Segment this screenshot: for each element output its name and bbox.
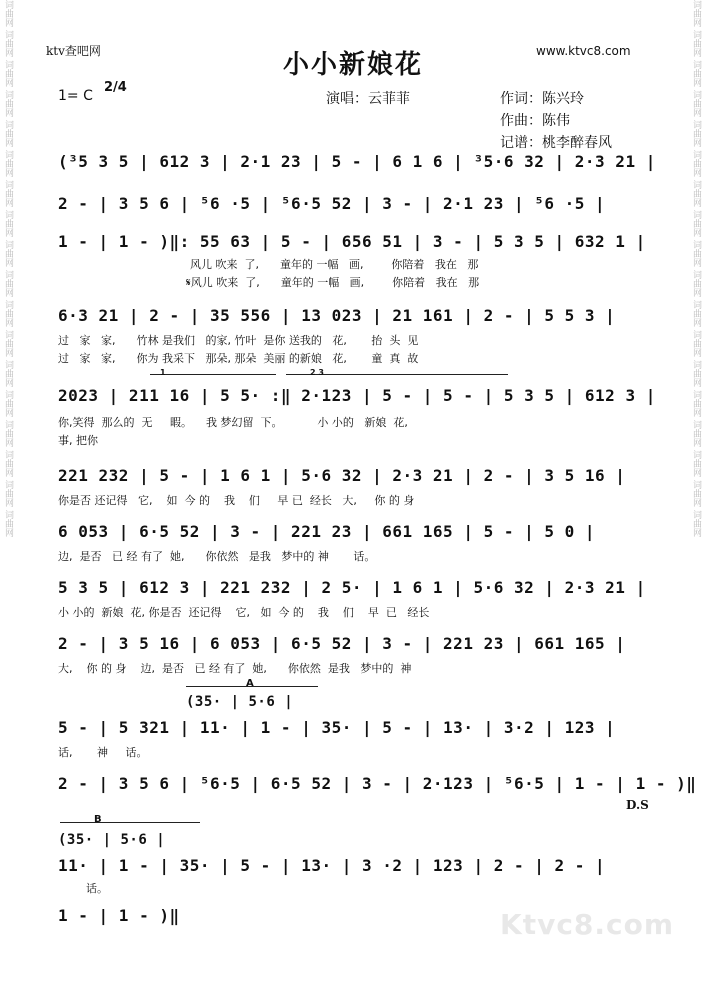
site-url-right: www.ktvc8.com [536, 44, 631, 58]
side-watermark-text: 词曲网 [691, 510, 701, 537]
b-bracket [60, 822, 200, 823]
volta-1-bracket [150, 374, 276, 375]
score-line-8: 5 3 5 | 612 3 | 221 232 | 2 5· | 1 6 1 | 5·6 32 | 2·3 21 | [58, 578, 646, 597]
score-line-12: 11· | 1 - | 35· | 5 - | 13· | 3 ·2 | 123 | 2 - | 2 - | [58, 856, 606, 875]
lyric-line-7: 边, 是否 已 经 有了 她, 你依然 是我 梦中的 神 话。 [58, 550, 376, 563]
side-watermark-text: 词曲网 [691, 210, 701, 237]
side-watermark-text: 词曲网 [691, 150, 701, 177]
side-watermark-text: 词曲网 [3, 240, 13, 267]
side-watermark-text: 词曲网 [691, 120, 701, 147]
side-watermark-text: 词曲网 [3, 0, 13, 27]
side-watermark-text: 词曲网 [691, 240, 701, 267]
lyric-line-5b: 事, 把你 [58, 434, 98, 447]
alt-notes-b: (35· | 5·6 | [58, 832, 166, 848]
lyric-line-12: 话。 [86, 882, 108, 895]
time-signature: 2/4 [104, 80, 127, 95]
volta-23-label: 2 3 [310, 368, 324, 377]
side-watermark-text: 词曲网 [3, 90, 13, 117]
lyric-line-10: 话, 神 话。 [58, 746, 148, 759]
key-signature: 1= C [58, 88, 93, 104]
side-watermark-text: 词曲网 [3, 420, 13, 447]
side-watermark-text: 词曲网 [691, 390, 701, 417]
composer: 作曲：陈伟 [500, 113, 570, 129]
side-watermark-text: 词曲网 [691, 30, 701, 57]
score-line-2: 2 - | 3 5 6 | ⁵6 ·5 | ⁵6·5 52 | 3 - | 2·1 23 | ⁵6 ·5 | [58, 194, 606, 213]
score-line-3: 1 - | 1 - )‖: 55 63 | 5 - | 656 51 | 3 - | 5 3 5 | 632 1 | [58, 232, 646, 251]
side-watermark-text: 词曲网 [691, 420, 701, 447]
side-watermark-text: 词曲网 [3, 360, 13, 387]
singer: 演唱：云菲菲 [326, 91, 410, 107]
score-line-7: 6 053 | 6·5 52 | 3 - | 221 23 | 661 165 | 5 - | 5 0 | [58, 522, 596, 541]
song-title: 小小新娘花 [282, 50, 423, 80]
score-line-4: 6·3 21 | 2 - | 35 556 | 13 023 | 21 161 | 2 - | 5 5 3 | [58, 306, 616, 325]
side-watermark-text: 词曲网 [3, 270, 13, 297]
ds-mark: D.S [626, 798, 649, 812]
side-watermark-text: 词曲网 [3, 450, 13, 477]
left-side-watermark [2, 0, 16, 990]
side-watermark-text: 词曲网 [691, 0, 701, 27]
score-line-11: 2 - | 3 5 6 | ⁵6·5 | 6·5 52 | 3 - | 2·123 | ⁵6·5 | 1 - | 1 - )‖ [58, 774, 697, 793]
site-name-left: ktv查吧网 [46, 44, 101, 58]
lyric-line-8: 小 小的 新娘 花, 你是否 还记得 它, 如 今 的 我 们 早 已 经长 [58, 606, 430, 619]
lyric-line-4a: 过 家 家, 竹林 是我们 的家, 竹叶 是你 送我的 花, 抬 头 见 [58, 334, 419, 347]
side-watermark-text: 词曲网 [3, 330, 13, 357]
volta-1-label: 1 [160, 368, 166, 377]
side-watermark-text: 词曲网 [691, 300, 701, 327]
side-watermark-text: 词曲网 [691, 330, 701, 357]
side-watermark-text: 词曲网 [691, 480, 701, 507]
lyric-line-3b: 𝄋风儿 吹来 了, 童年的 一幅 画, 你陪着 我在 那 [186, 276, 480, 289]
side-watermark-text: 词曲网 [3, 30, 13, 57]
side-watermark-text: 词曲网 [691, 180, 701, 207]
side-watermark-text: 词曲网 [3, 60, 13, 87]
lyric-line-6: 你是否 还记得 它, 如 今 的 我 们 早 已 经长 大, 你 的 身 [58, 494, 415, 507]
side-watermark-text: 词曲网 [3, 210, 13, 237]
score-line-10: 5 - | 5 321 | 11· | 1 - | 35· | 5 - | 13· | 3·2 | 123 | [58, 718, 616, 737]
lyricist: 作词：陈兴玲 [500, 91, 584, 107]
score-line-5: 2023 | 211 16 | 5 5· :‖ 2·123 | 5 - | 5 - | 5 3 5 | 612 3 | [58, 386, 656, 405]
score-line-9: 2 - | 3 5 16 | 6 053 | 6·5 52 | 3 - | 221 23 | 661 165 | [58, 634, 626, 653]
side-watermark-text: 词曲网 [3, 510, 13, 537]
corner-watermark: Ktvc8.com [500, 908, 675, 941]
side-watermark-text: 词曲网 [3, 390, 13, 417]
side-watermark-text: 词曲网 [3, 180, 13, 207]
score-line-6: 221 232 | 5 - | 1 6 1 | 5·6 32 | 2·3 21 | 2 - | 3 5 16 | [58, 466, 626, 485]
right-side-watermark [690, 0, 704, 990]
side-watermark-text: 词曲网 [691, 60, 701, 87]
lyric-line-5a: 你,笑得 那么的 无 暇。 我 梦幻留 下。 小 小的 新娘 花, [58, 416, 408, 429]
side-watermark-text: 词曲网 [3, 300, 13, 327]
side-watermark-text: 词曲网 [691, 450, 701, 477]
transcriber: 记谱：桃李醉春风 [500, 135, 612, 151]
side-watermark-text: 词曲网 [3, 480, 13, 507]
side-watermark-text: 词曲网 [691, 90, 701, 117]
side-watermark-text: 词曲网 [691, 270, 701, 297]
score-line-1: (³5 3 5 | 612 3 | 2·1 23 | 5 - | 6 1 6 | ³5·6 32 | 2·3 21 | [58, 152, 656, 171]
lyric-line-3a: 风儿 吹来 了, 童年的 一幅 画, 你陪着 我在 那 [190, 258, 479, 271]
lyric-line-4b: 过 家 家, 你为 我采下 那朵, 那朵 美丽 的新娘 花, 童 真 故 [58, 352, 419, 365]
side-watermark-text: 词曲网 [691, 360, 701, 387]
side-watermark-text: 词曲网 [3, 120, 13, 147]
alt-notes-a: (35· | 5·6 | [186, 694, 294, 710]
a-label: A [246, 678, 254, 689]
score-line-13: 1 - | 1 - )‖ [58, 906, 180, 925]
b-label: B [94, 814, 102, 825]
lyric-line-9: 大, 你 的 身 边, 是否 已 经 有了 她, 你依然 是我 梦中的 神 [58, 662, 412, 675]
side-watermark-text: 词曲网 [3, 150, 13, 177]
